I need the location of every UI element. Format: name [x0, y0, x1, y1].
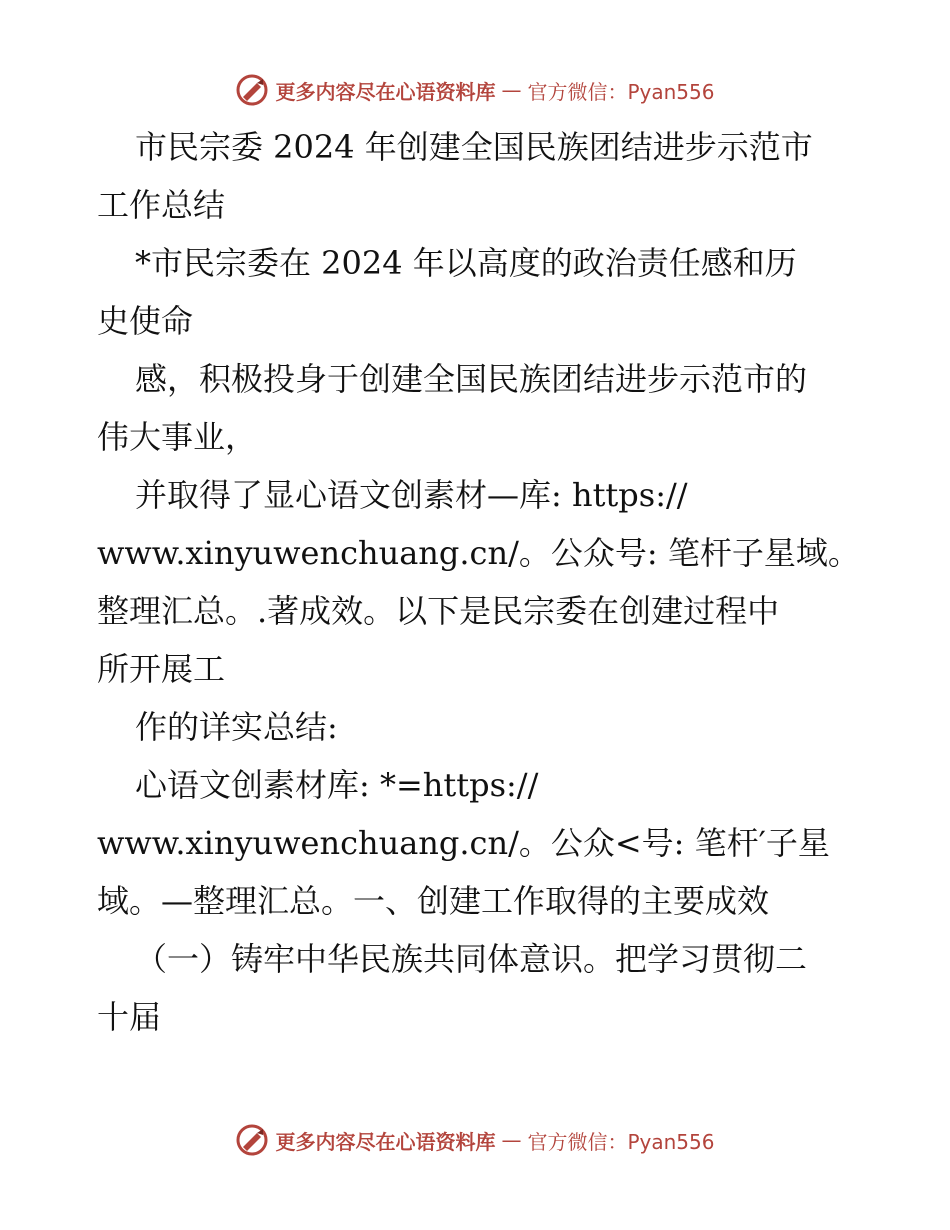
paragraph-line: 并取得了显心语文创素材—库: https:// [135, 476, 688, 514]
paragraph-line: 史使命 [97, 302, 194, 340]
document-body [97, 118, 877, 1046]
doc-title-line-2: 工作总结 [97, 186, 226, 224]
section-heading-line: （一）铸牢中华民族共同体意识。把学习贯彻二 [135, 940, 808, 978]
banner-slogan: 更多内容尽在心语资料库 [275, 1129, 496, 1154]
paragraph-line: 十届 [97, 998, 162, 1036]
banner-wechat: 官方微信：Pyan556 [527, 79, 715, 104]
paragraph-line: 感，积极投身于创建全国民族团结进步示范市的 [135, 360, 808, 398]
paragraph-line: 整理汇总。.著成效。以下是民宗委在创建过程中 [97, 592, 780, 630]
paragraph-line: 伟大事业， [97, 418, 258, 456]
pen-nib-logo-icon [235, 73, 269, 107]
paragraph-line: *市民宗委在 2024 年以高度的政治责任感和历 [135, 244, 797, 282]
pen-nib-logo-icon [235, 1123, 269, 1157]
header-watermark-banner [0, 70, 950, 110]
paragraph-line: 域。—整理汇总。一、创建工作取得的主要成效 [97, 882, 770, 920]
paragraph-line: www.xinyuwenchuang.cn/。公众<号: 笔杆′子星 [97, 824, 830, 862]
paragraph-line: www.xinyuwenchuang.cn/。公众号: 笔杆子星域。 [97, 534, 860, 572]
banner-wechat: 官方微信：Pyan556 [527, 1129, 715, 1154]
paragraph-line: 作的详实总结: [135, 708, 338, 746]
banner-separator: — [501, 1128, 522, 1152]
banner-slogan: 更多内容尽在心语资料库 [275, 79, 496, 104]
doc-title-line-1: 市民宗委 2024 年创建全国民族团结进步示范市 [135, 128, 813, 166]
banner-separator: — [501, 78, 522, 102]
paragraph-line: 心语文创素材库: *=https:// [135, 766, 539, 804]
footer-watermark-banner [0, 1120, 950, 1160]
paragraph-line: 所开展工 [97, 650, 226, 688]
